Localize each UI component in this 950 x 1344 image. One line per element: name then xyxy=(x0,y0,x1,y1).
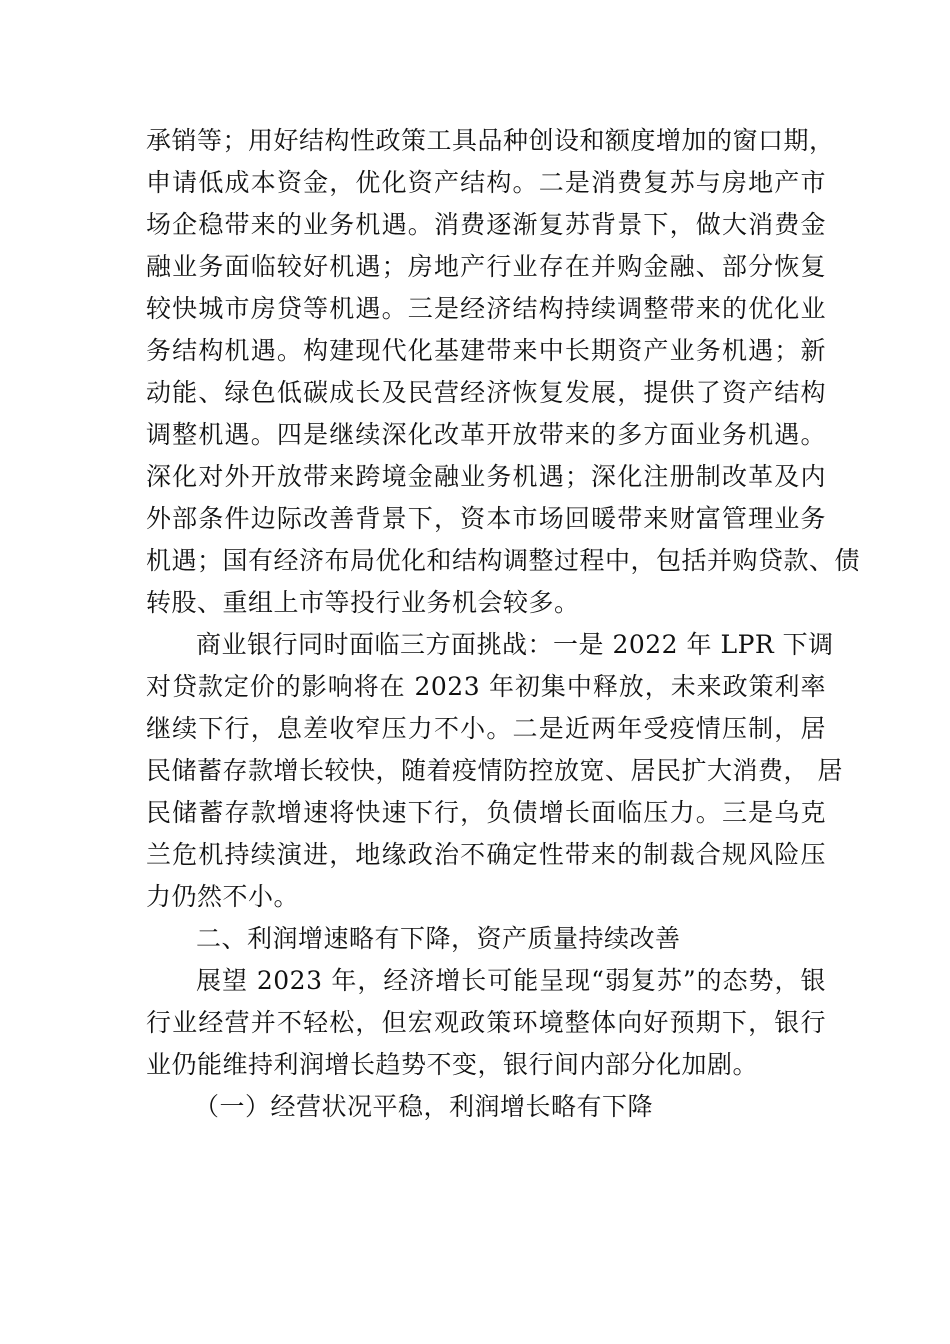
text-line: 务结构机遇。构建现代化基建带来中长期资产业务机遇；新 xyxy=(146,336,826,365)
text-line: 展望 2023 年，经济增长可能呈现“弱复苏”的态势，银 xyxy=(196,966,826,995)
text-line: 融业务面临较好机遇；房地产行业存在并购金融、部分恢复 xyxy=(146,252,826,281)
subsection-heading: （一）经营状况平稳，利润增长略有下降 xyxy=(194,1092,654,1121)
text-line: 民储蓄存款增长较快，随着疫情防控放宽、居民扩大消费， 居 xyxy=(146,756,843,785)
text-line: 对贷款定价的影响将在 2023 年初集中释放，未来政策利率 xyxy=(146,672,826,701)
text-line: 较快城市房贷等机遇。三是经济结构持续调整带来的优化业 xyxy=(146,294,826,323)
text-line: 商业银行同时面临三方面挑战：一是 2022 年 LPR 下调 xyxy=(196,630,834,659)
text-line: 申请低成本资金，优化资产结构。二是消费复苏与房地产市 xyxy=(146,168,826,197)
text-line: 动能、绿色低碳成长及民营经济恢复发展，提供了资产结构 xyxy=(146,378,826,407)
text-line: 外部条件边际改善背景下，资本市场回暖带来财富管理业务 xyxy=(146,504,826,533)
text-line: 承销等；用好结构性政策工具品种创设和额度增加的窗口期， xyxy=(146,126,835,155)
text-line: 民储蓄存款增速将快速下行，负债增长面临压力。三是乌克 xyxy=(146,798,826,827)
text-line: 机遇；国有经济布局优化和结构调整过程中，包括并购贷款、债 xyxy=(146,546,861,575)
text-line: 深化对外开放带来跨境金融业务机遇；深化注册制改革及内 xyxy=(146,462,826,491)
text-line: 场企稳带来的业务机遇。消费逐渐复苏背景下，做大消费金 xyxy=(146,210,826,239)
text-line: 力仍然不小。 xyxy=(146,882,300,911)
text-line: 兰危机持续演进，地缘政治不确定性带来的制裁合规风险压 xyxy=(146,840,826,869)
text-line: 调整机遇。四是继续深化改革开放带来的多方面业务机遇。 xyxy=(146,420,826,449)
text-line: 行业经营并不轻松，但宏观政策环境整体向好预期下，银行 xyxy=(146,1008,826,1037)
text-line: 业仍能维持利润增长趋势不变，银行间内部分化加剧。 xyxy=(146,1050,759,1079)
text-line: 继续下行，息差收窄压力不小。二是近两年受疫情压制，居 xyxy=(146,714,826,743)
text-line: 转股、重组上市等投行业务机会较多。 xyxy=(146,588,580,617)
section-heading: 二、利润增速略有下降，资产质量持续改善 xyxy=(196,924,681,953)
